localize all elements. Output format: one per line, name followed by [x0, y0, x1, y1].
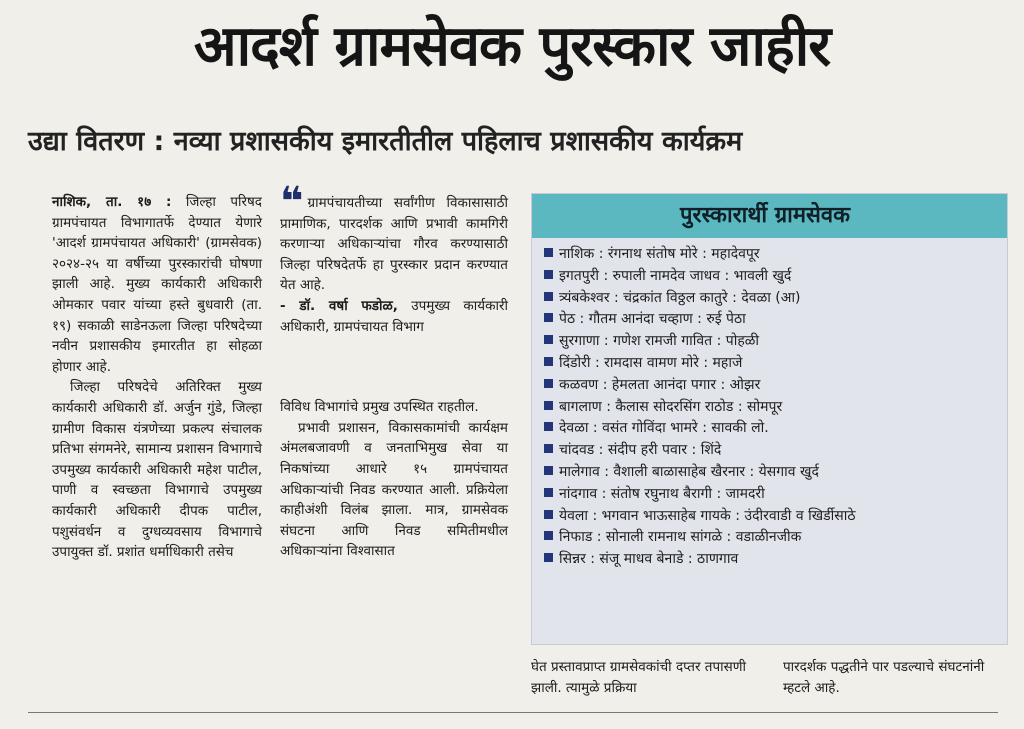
list-item — [544, 484, 1007, 506]
dateline: नाशिक, ता. १७ : — [52, 194, 172, 210]
list-item — [544, 375, 1007, 397]
quote-attribution — [280, 296, 508, 337]
list-item-text: मालेगाव : वैशाली बाळासाहेब खैरनार : येसगाव खुर्द — [559, 463, 819, 480]
square-bullet-icon — [544, 313, 553, 322]
list-item — [544, 353, 1007, 375]
square-bullet-icon — [544, 401, 553, 410]
list-item-text: देवळा : वसंत गोविंदा भामरे : सावकी लो. — [559, 420, 769, 437]
list-item-text: सिन्नर : संजू माधव बेनाडे : ठाणगाव — [559, 551, 739, 568]
quote-block — [280, 179, 508, 296]
list-item — [544, 266, 1007, 288]
list-item — [544, 244, 1007, 266]
list-item — [544, 397, 1007, 419]
list-item — [544, 440, 1007, 462]
list-item-text: नांदगाव : संतोष रघुनाथ बैरागी : जामदरी — [559, 485, 765, 502]
square-bullet-icon — [544, 510, 553, 519]
list-item-text: चांदवड : संदीप हरी पवार : शिंदे — [559, 442, 722, 459]
list-item-text: पेठ : गौतम आनंदा चव्हाण : रुई पेठा — [559, 311, 746, 328]
list-item-text: कळवण : हेमलता आनंदा पगार : ओझर — [559, 376, 761, 393]
list-item — [544, 418, 1007, 440]
quote-text: ग्रामपंचायतीच्या सर्वांगीण विकासासाठी प्रामाणिक, पारदर्शक आणि प्रभावी कामगिरी करणाऱ्या अधिकाऱ्यांचा गौरव करण्यासाठी जिल्हा परिषदेतर्फे हा पुरस्कार प्रदान करण्यात येत आहे. — [280, 195, 508, 294]
list-item — [544, 331, 1007, 353]
list-item-text: निफाड : सोनाली रामनाथ सांगळे : वडाळीनजीक — [559, 529, 802, 546]
list-item-text: सुरगाणा : गणेश रामजी गावित : पोहळी — [559, 333, 760, 350]
square-bullet-icon — [544, 531, 553, 540]
paragraph-3: विविध विभागांचे प्रमुख उपस्थित राहतील. — [280, 399, 479, 416]
square-bullet-icon — [544, 248, 553, 257]
article-column-2 — [280, 179, 508, 562]
quote-icon: ❝ — [280, 179, 304, 225]
headline: आदर्श ग्रामसेवक पुरस्कार जाहीर — [193, 14, 831, 79]
paragraph-1 — [52, 192, 262, 377]
awardees-box — [531, 193, 1008, 645]
square-bullet-icon — [544, 553, 553, 562]
list-item-text: नाशिक : रंगनाथ संतोष मोरे : महादेवपूर — [559, 246, 760, 262]
paragraph-2: जिल्हा परिषदेचे अतिरिक्त मुख्य कार्यकारी अधिकारी डॉ. अर्जुन गुंडे, जिल्हा ग्रामीण विकास यंत्रणेच्या प्रकल्प संचालक प्रतिभा संगमनेरे, सामान्य प्रशासन विभागाचे उपमुख्य कार्यकारी अधिकारी महेश पाटील, पाणी व स्वच्छता विभागाचे उपमुख्य कार्यकारी अधिकारी दीपक पाटील, पशुसंवर्धन व दुग्धव्यवसाय विभागाचे उपायुक्त डॉ. प्रशांत धर्माधिकारी तसेच — [52, 379, 262, 561]
bottom-divider — [28, 712, 998, 713]
quote-author: - डॉ. वर्षा फडोळ, — [280, 297, 398, 314]
paragraph-4: प्रभावी प्रशासन, विकासकामांची कार्यक्षम अंमलबजावणी व जनताभिमुख सेवा या निकषांच्या आधारे १५ ग्रामपंचायत अधिकाऱ्यांची निवड करण्यात आली. प्रक्रियेला काहीअंशी विलंब झाला. मात्र, ग्रामसेवक संघटना आणि निवड समितीमधील अधिकाऱ्यांना विश्वासात — [280, 419, 508, 560]
subheadline: उद्या वितरण : नव्या प्रशासकीय इमारतीतील पहिलाच प्रशासकीय कार्यक्रम — [28, 126, 743, 157]
square-bullet-icon — [544, 357, 553, 366]
square-bullet-icon — [544, 488, 553, 497]
continuation-right: पारदर्शक पद्धतीने पार पडल्याचे संघटनांनी म्हटले आहे. — [783, 659, 985, 696]
square-bullet-icon — [544, 422, 553, 431]
list-item — [544, 288, 1007, 310]
article-column-1 — [52, 192, 262, 563]
list-item-text: इगतपुरी : रुपाली नामदेव जाधव : भावली खुर्द — [559, 267, 792, 284]
paragraph-1-text: जिल्हा परिषद ग्रामपंचायत विभागातर्फे देण्यात येणारे 'आदर्श ग्रामपंचायत अधिकारी' (ग्रामसेवक) २०२४-२५ या वर्षीच्या पुरस्कारांची घोषणा झाली आहे. मुख्य कार्यकारी अधिकारी ओमकार पवार यांच्या हस्ते बुधवारी (ता. १९) सकाळी साडेनऊला जिल्हा परिषदेच्या नवीन प्रशासकीय इमारतीत हा सोहळा होणार आहे. — [52, 194, 262, 375]
list-item-text: त्र्यंबकेश्वर : चंद्रकांत विठ्ठल कातुरे : देवळा (आ) — [559, 289, 801, 306]
quote-author-title: उपमुख्य कार्यकारी अधिकारी, ग्रामपंचायत विभाग — [280, 297, 508, 335]
square-bullet-icon — [544, 270, 553, 279]
list-item — [544, 506, 1007, 528]
list-item-text: दिंडोरी : रामदास वामण मोरे : महाजे — [559, 354, 743, 371]
list-item-text: येवला : भगवान भाऊसाहेब गायके : उंदीरवाडी व खिर्डीसाठे — [559, 507, 856, 524]
list-item — [544, 309, 1007, 331]
square-bullet-icon — [544, 379, 553, 388]
square-bullet-icon — [544, 444, 553, 453]
list-item — [544, 549, 1007, 571]
list-item — [544, 527, 1007, 549]
awardees-box-title: पुरस्कारार्थी ग्रामसेवक — [532, 194, 1007, 238]
square-bullet-icon — [544, 335, 553, 344]
square-bullet-icon — [544, 292, 553, 301]
continuation-left: घेत प्रस्तावप्राप्त ग्रामसेवकांची दप्तर तपासणी झाली. त्यामुळे प्रक्रिया — [531, 659, 747, 696]
awardees-list — [532, 244, 1007, 571]
list-item — [544, 462, 1007, 484]
square-bullet-icon — [544, 466, 553, 475]
list-item-text: बागलाण : कैलास सोदरसिंग राठोड : सोमपूर — [559, 398, 783, 415]
